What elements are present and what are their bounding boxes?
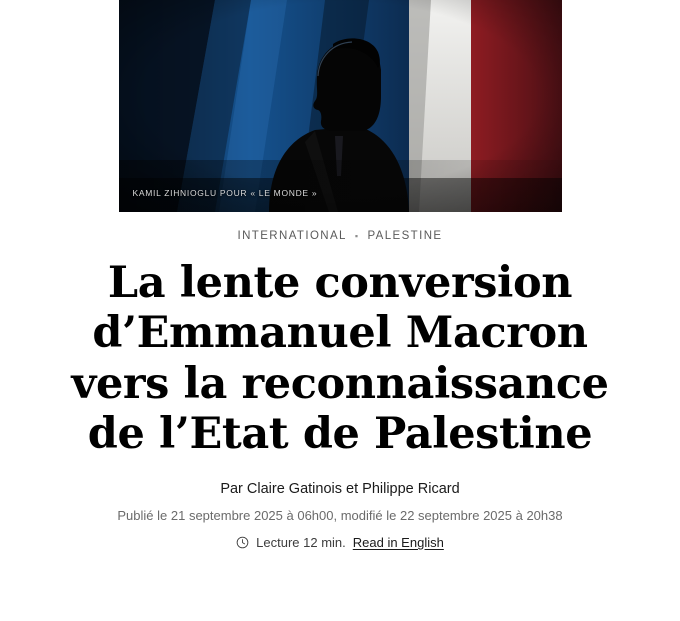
reading-time: Lecture 12 min. <box>256 535 346 551</box>
article-meta <box>236 535 444 550</box>
read-in-english-link[interactable]: Read in English <box>352 535 444 551</box>
hero-image <box>119 0 562 212</box>
byline: Par Claire Gatinois et Philippe Ricard <box>220 481 460 498</box>
publication-dates: Publié le 21 septembre 2025 à 06h00, modifié le 22 septembre 2025 à 20h38 <box>117 508 563 524</box>
breadcrumb-separator-icon: ▪ <box>354 230 360 241</box>
hero-illustration <box>119 0 562 212</box>
image-credit: KAMIL ZIHNIOGLU POUR « LE MONDE » <box>132 188 318 198</box>
page-title: La lente conversion d’Emmanuel Macron vers la reconnaissance de l’Etat de Palestine <box>71 258 609 459</box>
clock-icon <box>236 536 249 549</box>
breadcrumb-section-international[interactable]: INTERNATIONAL <box>237 230 347 242</box>
breadcrumb-topic-palestine[interactable]: PALESTINE <box>367 230 443 242</box>
breadcrumb <box>238 230 443 242</box>
